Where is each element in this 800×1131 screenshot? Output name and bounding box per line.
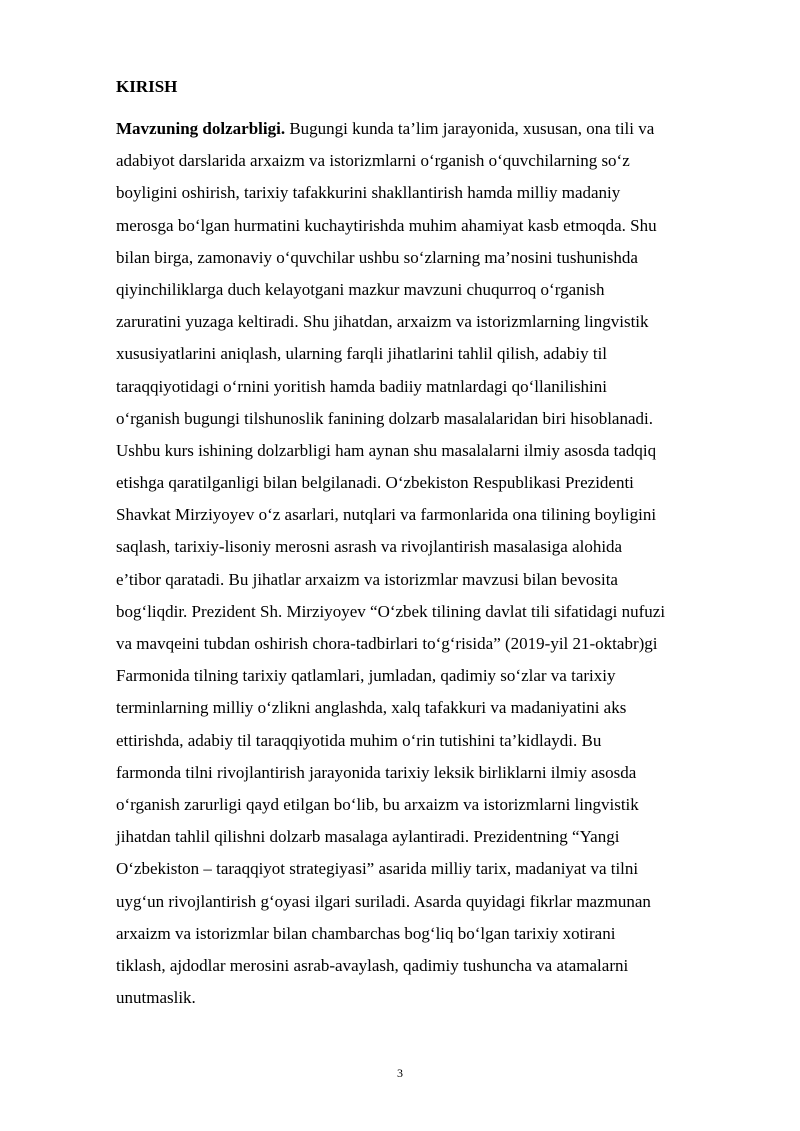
paragraph-line: e’tibor qaratadi. Bu jihatlar arxaizm va istorizmlar mavzusi bilan bevosita bbox=[116, 569, 618, 589]
paragraph-line: ettirishda, adabiy til taraqqiyotida muhim o‘rin tutishini ta’kidlaydi. Bu bbox=[116, 730, 602, 750]
paragraph-line: terminlarning milliy o‘zlikni anglashda, xalq tafakkuri va madaniyatini aks bbox=[116, 698, 627, 718]
paragraph-line: Shavkat Mirziyoyev o‘z asarlari, nutqlari va farmonlarida ona tilining boyligini bbox=[116, 505, 657, 525]
paragraph-line bbox=[116, 113, 716, 145]
paragraph-line: Farmonida tilning tarixiy qatlamlari, jumladan, qadimiy so‘zlar va tarixiy bbox=[116, 666, 616, 686]
paragraph-line: O‘zbekiston – taraqqiyot strategiyasi” asarida milliy tarix, madaniyat va tilni bbox=[116, 859, 639, 879]
paragraph-line: o‘rganish zarurligi qayd etilgan bo‘lib, bu arxaizm va istorizmlarni lingvistik bbox=[116, 794, 639, 814]
paragraph-line: saqlash, tarixiy-lisoniy merosni asrash va rivojlantirish masalasiga alohida bbox=[116, 537, 623, 557]
paragraph-line: arxaizm va istorizmlar bilan chambarchas bog‘liq bo‘lgan tarixiy xotirani bbox=[116, 923, 616, 943]
paragraph-line: xususiyatlarini aniqlash, ularning farqli jihatlarini tahlil qilish, adabiy til bbox=[116, 344, 608, 364]
paragraph-line: unutmaslik. bbox=[116, 988, 196, 1008]
paragraph-line: adabiyot darslarida arxaizm va istorizmlarni o‘rganish o‘quvchilarning so‘z bbox=[116, 151, 630, 171]
paragraph-line: va mavqeini tubdan oshirish chora-tadbirlari to‘g‘risida” (2019-yil 21-oktabr)gi bbox=[116, 634, 658, 653]
paragraph-line: uyg‘un rivojlantirish g‘oyasi ilgari suriladi. Asarda quyidagi fikrlar mazmunan bbox=[116, 891, 651, 911]
paragraph-line: o‘rganish bugungi tilshunoslik fanining dolzarb masalalaridan biri hisoblanadi. bbox=[116, 408, 653, 428]
paragraph-line: tiklash, ajdodlar merosini asrab-avaylash, qadimiy tushuncha va atamalarni bbox=[116, 955, 629, 975]
paragraph-line: bilan birga, zamonaviy o‘quvchilar ushbu so‘zlarning ma’nosini tushunishda bbox=[116, 247, 638, 267]
paragraph-line-text: Bugungi kunda ta’lim jarayonida, xususan, ona tili va bbox=[285, 119, 655, 138]
paragraph-body bbox=[116, 113, 716, 1014]
paragraph-line: merosga bo‘lgan hurmatini kuchaytirishda muhim ahamiyat kasb etmoqda. Shu bbox=[116, 215, 657, 235]
paragraph-line: Ushbu kurs ishining dolzarbligi ham aynan shu masalalarni ilmiy asosda tadqiq bbox=[116, 440, 657, 460]
page-number: 3 bbox=[397, 1066, 403, 1080]
section-heading: KIRISH bbox=[116, 77, 178, 96]
lead-bold-phrase: Mavzuning dolzarbligi. bbox=[116, 119, 286, 138]
paragraph-line: qiyinchiliklarga duch kelayotgani mazkur mavzuni chuqurroq o‘rganish bbox=[116, 279, 605, 299]
paragraph-line: bog‘liqdir. Prezident Sh. Mirziyoyev “O‘zbek tilining davlat tili sifatidagi nufuzi bbox=[116, 601, 666, 621]
paragraph-line: etishga qaratilganligi bilan belgilanadi. O‘zbekiston Respublikasi Prezidenti bbox=[116, 473, 634, 493]
paragraph-line: farmonda tilni rivojlantirish jarayonida tarixiy leksik birliklarni ilmiy asosda bbox=[116, 762, 637, 782]
paragraph-line: boyligini oshirish, tarixiy tafakkurini shakllantirish hamda milliy madaniy bbox=[116, 183, 621, 203]
paragraph-line: jihatdan tahlil qilishni dolzarb masalaga aylantiradi. Prezidentning “Yangi bbox=[116, 827, 620, 847]
paragraph-line: zaruratini yuzaga keltiradi. Shu jihatdan, arxaizm va istorizmlarning lingvistik bbox=[116, 312, 649, 332]
paragraph-line: taraqqiyotidagi o‘rnini yoritish hamda badiiy matnlardagi qo‘llanilishini bbox=[116, 376, 608, 396]
